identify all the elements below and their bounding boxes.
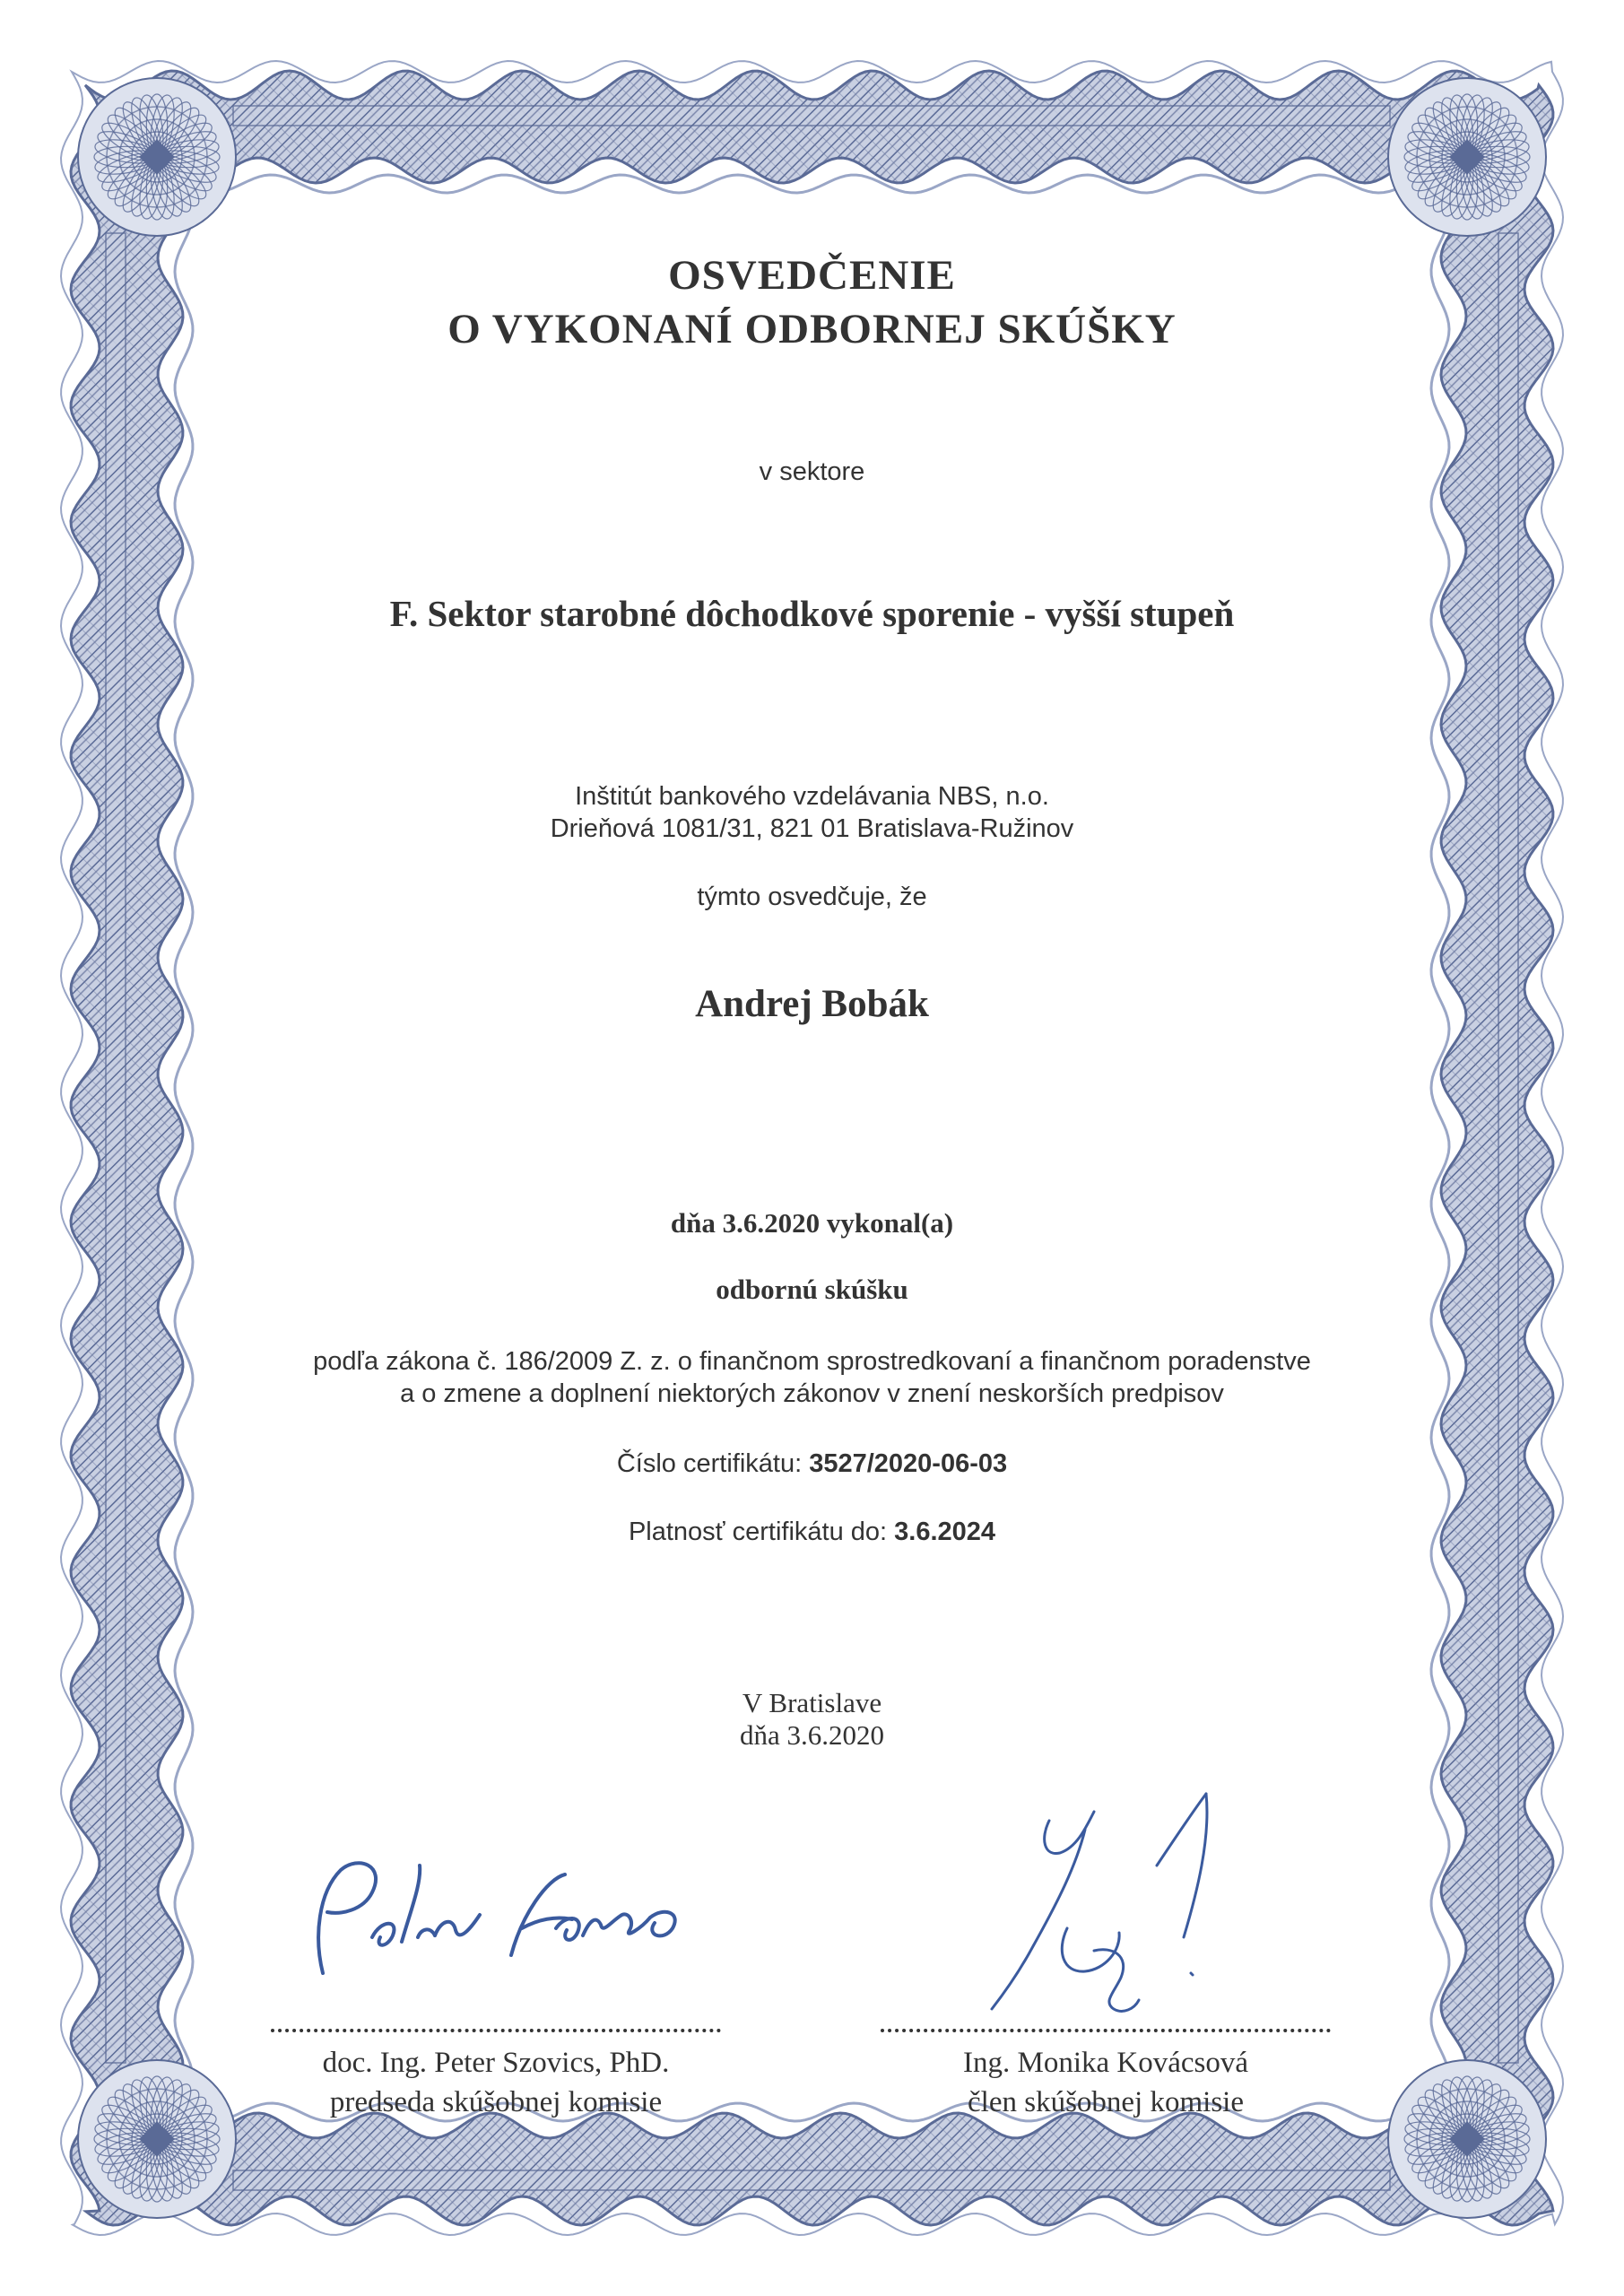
validity-row [0,1516,1624,1548]
certifies-text: týmto osvedčuje, že [697,883,927,911]
sector-intro: v sektore [759,457,865,486]
signatory-2-role: člen skúšobnej komisie [968,2086,1244,2118]
place-line: V Bratislave [742,1687,882,1718]
sector-name: F. Sektor starobné dôchodkové sporenie - vyšší stupeň [389,593,1235,634]
certificate-number-label: Číslo certifikátu: [616,1449,803,1478]
law-reference-line1: podľa zákona č. 186/2009 Z. z. o finančnom sprostredkovaní a finančnom poradenstve [313,1347,1311,1376]
exam-type: odbornú skúšku [716,1274,908,1305]
validity-date: 3.6.2024 [894,1518,996,1546]
signatory-1-name: doc. Ing. Peter Szovics, PhD. [322,2047,670,2079]
certificate-number: 3527/2020-06-03 [809,1449,1008,1478]
institution-name: Inštitút bankového vzdelávania NBS, n.o. [575,782,1049,811]
validity-label: Platnosť certifikátu do: [628,1518,888,1546]
exam-date-line: dňa 3.6.2020 vykonal(a) [670,1207,954,1239]
signatory-2-name: Ing. Monika Kovácsová [962,2047,1248,2079]
signature-1-handwriting [287,1830,717,2000]
signature-line-2 [881,2029,1331,2032]
issue-date-line: dňa 3.6.2020 [739,1719,884,1751]
signature-2-handwriting [951,1758,1273,2045]
signature-line-1 [271,2029,721,2032]
law-reference-line2: a o zmene a doplnení niektorých zákonov v znení neskorších predpisov [400,1379,1224,1408]
signatory-1-role: predseda skúšobnej komisie [329,2086,663,2118]
holder-name: Andrej Bobák [695,983,929,1025]
certificate-title-line1: OSVEDČENIE [668,252,956,299]
certificate-number-row [0,1448,1624,1480]
certificate-title-line2: O VYKONANÍ ODBORNEJ SKÚŠKY [447,306,1177,352]
institution-address: Drieňová 1081/31, 821 01 Bratislava-Ružinov [550,814,1074,843]
